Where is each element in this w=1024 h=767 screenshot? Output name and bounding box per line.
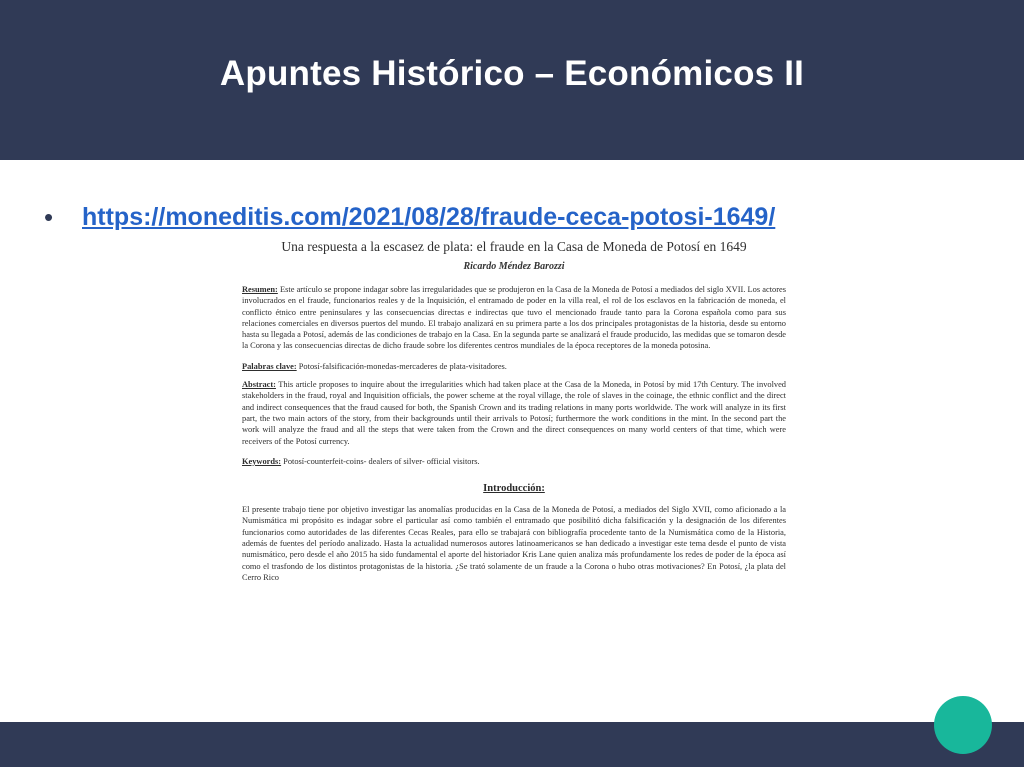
keywords-text: Potosí-counterfeit-coins- dealers of silver- official visitors. — [281, 456, 480, 466]
document-resumen — [242, 284, 786, 352]
document-preview[interactable] — [236, 238, 792, 718]
abstract-text: This article proposes to inquire about the irregularities which had taken place at the Casa de la Moneda, in Potosí by mid 17th Century. The involved stakeholders in the fraud, royal and Inquisition officials, the power scheme at the royal village, the role of slaves in the coinage, the ethnic conflict and the direct and indirect consequences that the fraud caused for both, the Spanish Crown and its trading relations in many ports worldwide. The work will analyze in its first part, the two main actors of the story, from their backgrounds until their arrivals to Potosí; furthermore the work conditions in the mint. In the second part the work will analyze the fraud and all the steps that were taken from the Crown and the direct consequences on many world centers of that time, which were receivers of the Potosí currency. — [242, 380, 786, 446]
keywords-label: Keywords: — [242, 456, 282, 466]
footer-band — [0, 722, 1024, 767]
abstract-label: Abstract: — [242, 380, 276, 390]
bullet-list-item — [40, 200, 984, 234]
accent-circle-decoration — [934, 696, 992, 754]
resumen-text: Este artículo se propone indagar sobre las irregularidades que se produjeron en la Casa de la Moneda de Potosí a mediados del siglo XVII. Los actores involucrados en el fraude, funcionarios reales y de la Inquisición, el entramado de poder en la villa real, el rol de los esclavos en la fabricación de moneda, el conflicto étnico entre peninsulares y las consecuencias directas e indirectas que tuvo el mencionado fraude tanto para la Corona española como para sus relaciones comerciales en diversos puertos del mundo. El trabajo analizará en su primera parte a los dos principales protagonistas de la historia, desde su entorno hasta su llegada a Potosí, además de las condiciones de trabajo en la Casa. En la segunda parte se analizará el fraude producido, las medidas que se tomaron desde la Corona y las consecuencias directas de dicho fraude sobre los diferentes centros mundiales de la época receptores de la moneda potosina. — [242, 285, 786, 351]
article-link[interactable]: https://moneditis.com/2021/08/28/fraude-ceca-potosi-1649/ — [82, 203, 776, 231]
page-title: Apuntes Histórico – Económicos II — [219, 54, 805, 93]
document-section-heading: Introducción: — [483, 483, 545, 495]
palabras-clave-label: Palabras clave: — [242, 361, 297, 371]
document-abstract — [242, 379, 786, 447]
document-author: Ricardo Méndez Barozzi — [463, 261, 565, 272]
document-intro-paragraph: El presente trabajo tiene por objetivo investigar las anomalías producidas en la Casa de la Moneda de Potosí, a mediados del Siglo XVII, como aficionado a la Numismática mi propósito es indagar sobre el particular así como también el entramado que posibilitó dicha falsificación y la designación de los diferentes funcionarios como autoridades de las diferentes Cecas Reales, para ello se trabajará con bibliografía procedente tanto de la Numismática como de la Historia, además de fuentes del período analizado. Hasta la actualidad numerosos autores latinoamericanos se han dedicado a investigar este tema desde el punto de vista numismático, pero desde el año 2015 ha sido fundamental el aporte del historiador Kris Lane quien analiza más profundamente los redes de poder de la época así como el trasfondo de los distintos protagonistas de la historia. ¿Se trató solamente de un fraude a la Corona o hubo otras motivaciones? En Potosí, ¿la plata del Cerro Rico — [242, 505, 786, 582]
bullet-marker-icon: • — [44, 202, 54, 232]
document-title: Una respuesta a la escasez de plata: el fraude en la Casa de Moneda de Potosí en 1649 — [281, 239, 747, 254]
document-keywords-es — [242, 361, 786, 372]
resumen-label: Resumen: — [242, 285, 278, 294]
document-keywords-en — [242, 456, 786, 467]
palabras-clave-text: Potosí-falsificación-monedas-mercaderes de plata-visitadores. — [296, 361, 507, 371]
